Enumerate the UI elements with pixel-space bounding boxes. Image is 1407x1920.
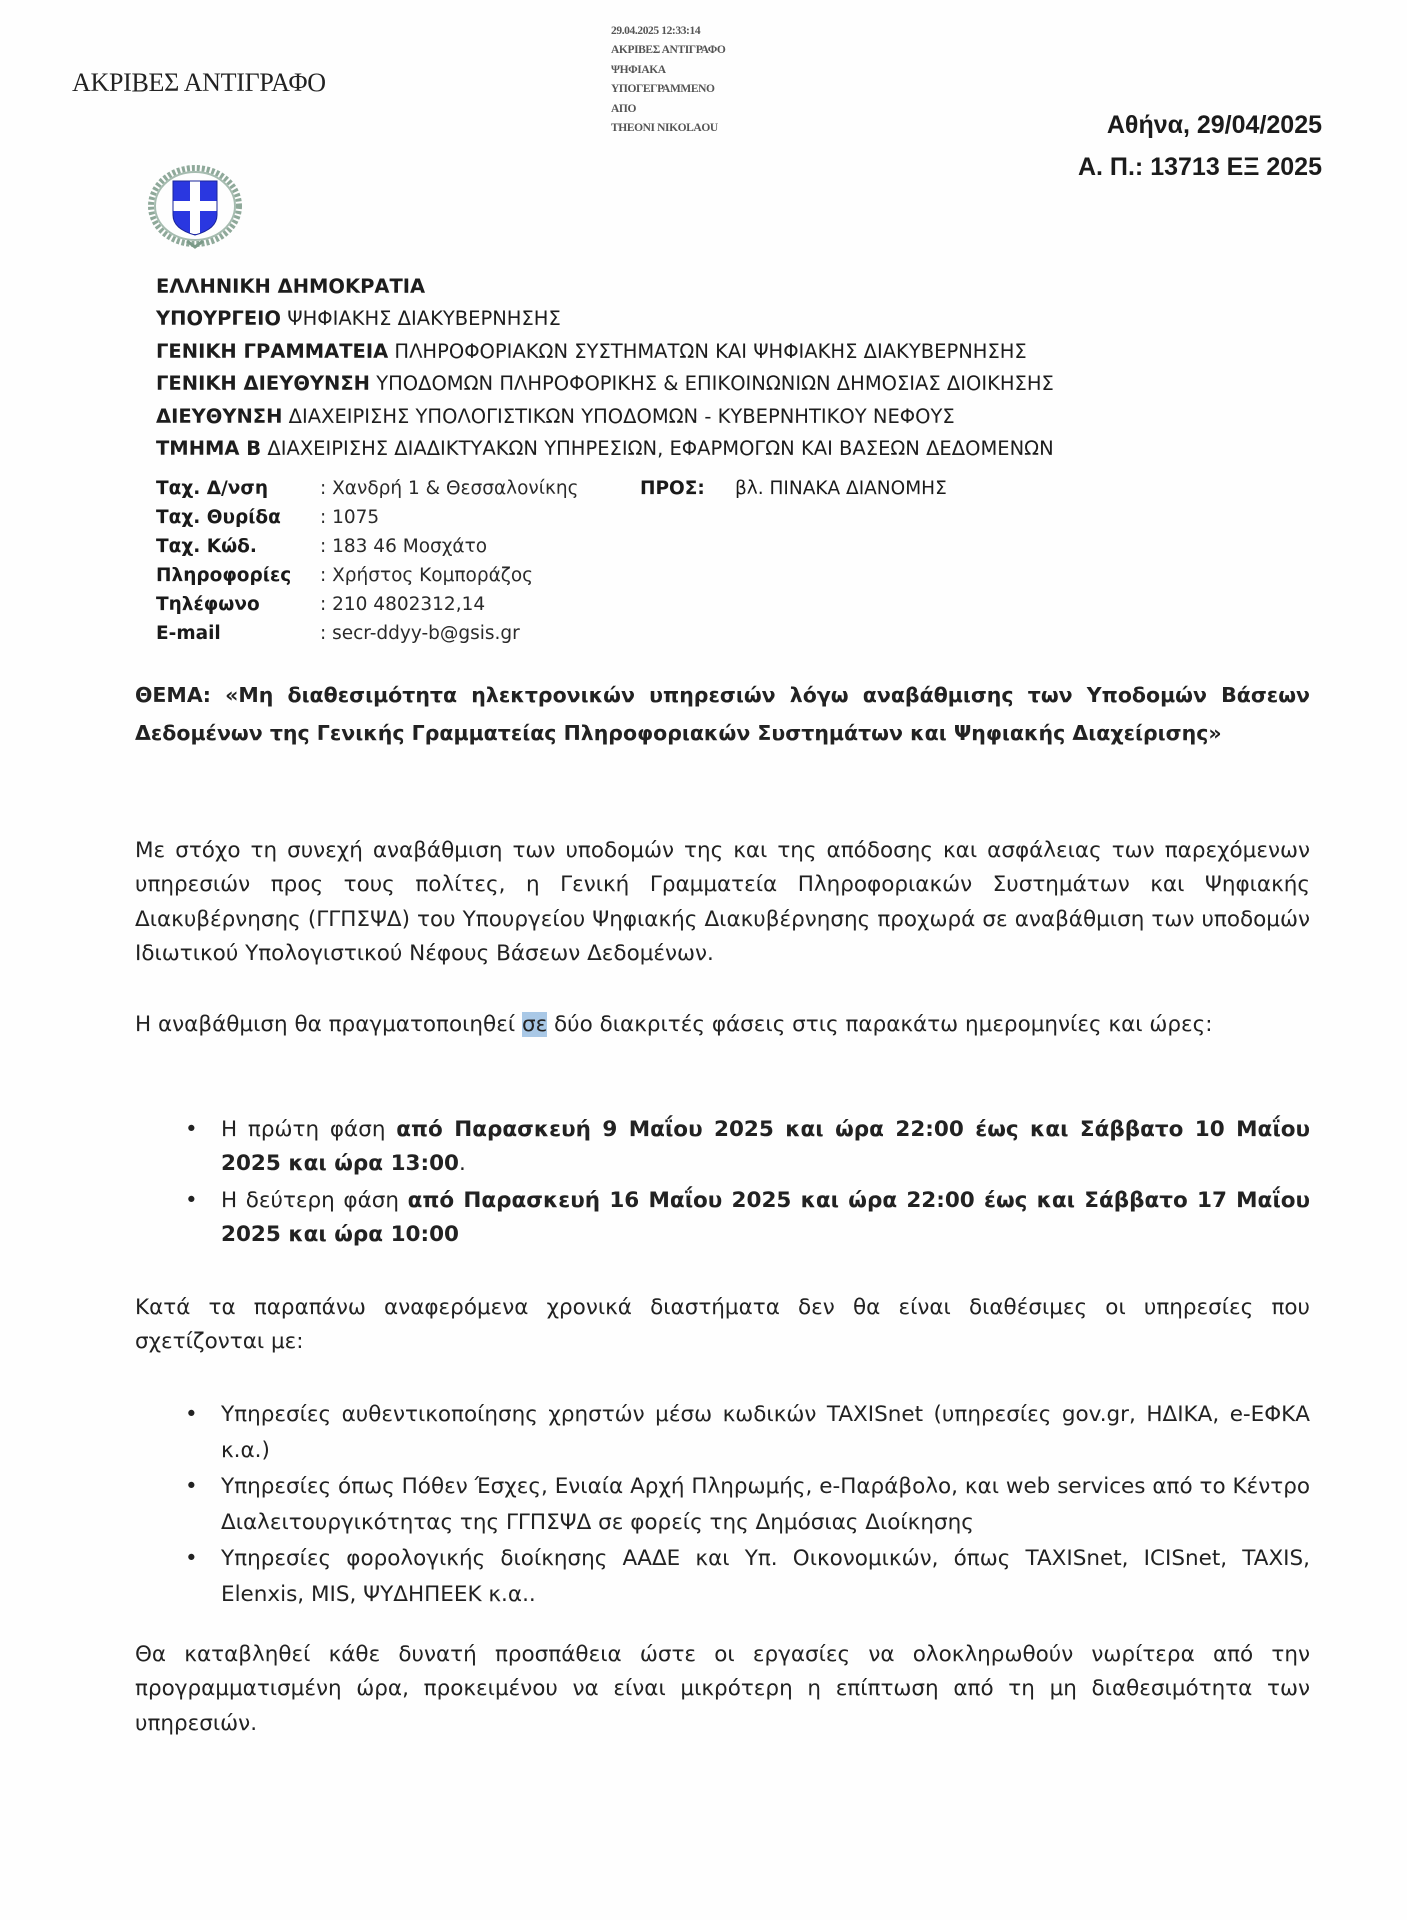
- org-line-bold: ΔΙΕΥΘΥΝΣΗ: [156, 404, 283, 428]
- org-line-ministry: [156, 303, 1054, 335]
- contact-value: : 183 46 Μοσχάτο: [320, 536, 488, 557]
- greek-coat-of-arms-icon: [145, 163, 245, 249]
- phases-intro-paragraph: [135, 1008, 1310, 1042]
- place-date: Αθήνα, 29/04/2025: [1106, 111, 1322, 139]
- bullet-icon: •: [185, 1188, 198, 1213]
- contact-label: Ταχ. Κώδ.: [156, 536, 257, 557]
- contact-label: Πληροφορίες: [156, 565, 292, 586]
- phases-list: [185, 1113, 1310, 1255]
- org-line-directorate: [156, 401, 1054, 433]
- date-protocol-block: [1078, 104, 1322, 188]
- org-line-republic: [156, 271, 1054, 303]
- phase-dates: από Παρασκευή 9 Μαΐου 2025 και ώρα 22:00 έως και Σάββατο 10 Μαΐου 2025 και ώρα 13:00: [221, 1117, 1310, 1176]
- contact-row-postcode: [156, 532, 579, 561]
- org-line-text: ΨΗΦΙΑΚΗΣ ΔΙΑΚΥΒΕΡΝΗΣΗΣ: [281, 307, 561, 331]
- org-line-text: ΔΙΑΧΕΙΡΙΣΗΣ ΥΠΟΛΟΓΙΣΤΙΚΩΝ ΥΠΟΔΟΜΩΝ - ΚΥΒΕΡΝΗΤΙΚΟΥ ΝΕΦΟΥΣ: [282, 404, 955, 428]
- phase-tail: .: [459, 1151, 466, 1176]
- list-item: [185, 1397, 1310, 1469]
- services-intro-text: Κατά τα παραπάνω αναφερόμενα χρονικά διαστήματα δεν θα είναι διαθέσιμες οι υπηρεσίες που σχετίζονται με:: [135, 1295, 1310, 1355]
- contact-label: Ταχ. Θυρίδα: [156, 507, 281, 528]
- contact-value: : Χρήστος Κομποράζος: [320, 565, 534, 586]
- service-text: Υπηρεσίες όπως Πόθεν Έσχες, Ενιαία Αρχή Πληρωμής, e-Παράβολο, και web services από το Κέντρο Διαλειτουργικότητας της ΓΓΠΣΨΔ σε φορείς της Δημόσιας Διοίκησης: [221, 1474, 1310, 1535]
- contact-label: Τηλέφωνο: [156, 594, 260, 615]
- services-intro-paragraph: [135, 1291, 1310, 1360]
- contact-row-info-person: [156, 561, 579, 590]
- bullet-icon: •: [185, 1474, 198, 1499]
- phase-label: Η δεύτερη φάση: [221, 1188, 408, 1213]
- org-line-general-secretariat: [156, 336, 1054, 368]
- text-selection[interactable]: σε: [521, 1012, 548, 1037]
- contact-row-po-box: [156, 503, 579, 532]
- recipient-label: ΠΡΟΣ:: [640, 478, 705, 499]
- phases-intro-text[interactable]: [135, 1008, 1310, 1042]
- stamp-line: ΑΠΟ: [611, 102, 636, 115]
- contact-email[interactable]: : secr-ddyy-b@gsis.gr: [320, 623, 520, 644]
- contact-row-address: [156, 474, 579, 503]
- contact-row-email: [156, 619, 579, 648]
- stamp-signer: THEONI NIKOLAOU: [611, 122, 718, 135]
- bullet-icon: •: [185, 1546, 198, 1571]
- contact-info-table: [156, 474, 579, 648]
- closing-paragraph: [135, 1638, 1310, 1741]
- stamp-line: ΥΠΟΓΕΓΡΑΜΜΕΝΟ: [611, 83, 715, 96]
- org-line-general-directorate: [156, 368, 1054, 400]
- phase-label: Η πρώτη φάση: [221, 1117, 397, 1142]
- contact-label: E-mail: [156, 623, 221, 644]
- list-item: [185, 1469, 1310, 1541]
- phases-intro-before: Η αναβάθμιση θα πραγματοποιηθεί: [135, 1012, 522, 1037]
- digital-signature-stamp: [611, 22, 725, 138]
- org-line-bold: ΓΕΝΙΚΗ ΔΙΕΥΘΥΝΣΗ: [156, 372, 370, 396]
- org-line-bold: ΥΠΟΥΡΓΕΙΟ: [156, 307, 282, 331]
- contact-value: : 1075: [320, 507, 380, 528]
- list-item: [185, 1113, 1310, 1181]
- organization-header: [156, 271, 1054, 465]
- services-list: [185, 1397, 1310, 1613]
- service-text: Υπηρεσίες φορολογικής διοίκησης ΑΑΔΕ και Υπ. Οικονομικών, όπως TAXISnet, ICISnet, TAXIS, Elenxis, MIS, ΨΥΔΗΠΕΕΚ κ.α..: [221, 1546, 1310, 1607]
- contact-row-phone: [156, 590, 579, 619]
- org-line-department: [156, 433, 1054, 465]
- recipient: [640, 474, 947, 503]
- protocol-number: Α. Π.: 13713 ΕΞ 2025: [1077, 153, 1322, 181]
- closing-text: Θα καταβληθεί κάθε δυνατή προσπάθεια ώστε οι εργασίες να ολοκληρωθούν νωρίτερα από την προγραμματισμένη ώρα, προκειμένου να είναι μικρότερη η επίπτωση από τη μη διαθεσιμότητα των υπηρεσιών.: [135, 1642, 1310, 1736]
- service-text: Υπηρεσίες αυθεντικοποίησης χρηστών μέσω κωδικών TAXISnet (υπηρεσίες gov.gr, ΗΔΙΚΑ, e-ΕΦΚΑ κ.α.): [221, 1402, 1310, 1463]
- org-line-text: ΔΙΑΧΕΙΡΙΣΗΣ ΔΙΑΔΙΚΤΥΑΚΩΝ ΥΠΗΡΕΣΙΩΝ, ΕΦΑΡΜΟΓΩΝ ΚΑΙ ΒΑΣΕΩΝ ΔΕΔΟΜΕΝΩΝ: [261, 437, 1054, 461]
- exact-copy-label: ΑΚΡΙΒΕΣ ΑΝΤΙΓΡΑΦΟ: [72, 68, 326, 97]
- org-line-text: ΥΠΟΔΟΜΩΝ ΠΛΗΡΟΦΟΡΙΚΗΣ & ΕΠΙΚΟΙΝΩΝΙΩΝ ΔΗΜΟΣΙΑΣ ΔΙΟΙΚΗΣΗΣ: [370, 372, 1054, 396]
- org-line-bold: ΤΜΗΜΑ Β: [156, 437, 262, 461]
- subject: [135, 676, 1310, 752]
- org-line-bold: ΓΕΝΙΚΗ ΓΡΑΜΜΑΤΕΙΑ: [156, 339, 389, 363]
- stamp-timestamp: 29.04.2025 12:33:14: [611, 25, 701, 37]
- intro-text: Με στόχο τη συνεχή αναβάθμιση των υποδομών της και της απόδοσης και ασφάλειας των παρεχόμενων υπηρεσιών προς τους πολίτες, η Γενική Γραμματεία Πληροφοριακών Συστημάτων και Ψηφιακής Διακυβέρνησης (ΓΓΠΣΨΔ) του Υπουργείου Ψηφιακής Διακυβέρνησης προχωρά σε αναβάθμιση των υποδομών Ιδιωτικού Υπολογιστικού Νέφους Βάσεων Δεδομένων.: [135, 838, 1310, 967]
- bullet-icon: •: [185, 1402, 198, 1427]
- list-item: [185, 1184, 1310, 1252]
- contact-value: : 210 4802312,14: [320, 594, 486, 615]
- phase-dates: από Παρασκευή 16 Μαΐου 2025 και ώρα 22:00 έως και Σάββατο 17 Μαΐου 2025 και ώρα 10:00: [221, 1188, 1310, 1247]
- contact-label: Ταχ. Δ/νση: [156, 478, 268, 499]
- contact-value: : Χανδρή 1 & Θεσσαλονίκης: [320, 478, 579, 499]
- subject-text: ΘΕΜΑ: «Μη διαθεσιμότητα ηλεκτρονικών υπηρεσιών λόγω αναβάθμισης των Υποδομών Βάσεων Δεδομένων της Γενικής Γραμματείας Πληροφοριακών Συστημάτων και Ψηφιακής Διαχείρισης»: [135, 683, 1310, 745]
- intro-paragraph: [135, 834, 1310, 972]
- org-line-text: ΠΛΗΡΟΦΟΡΙΑΚΩΝ ΣΥΣΤΗΜΑΤΩΝ ΚΑΙ ΨΗΦΙΑΚΗΣ ΔΙΑΚΥΒΕΡΝΗΣΗΣ: [388, 339, 1027, 363]
- org-line-bold: ΕΛΛΗΝΙΚΗ ΔΗΜΟΚΡΑΤΙΑ: [156, 275, 426, 298]
- list-item: [185, 1541, 1310, 1613]
- bullet-icon: •: [185, 1117, 198, 1142]
- stamp-line: ΨΗΦΙΑΚΑ: [611, 63, 666, 76]
- stamp-line: ΑΚΡΙΒΕΣ ΑΝΤΙΓΡΑΦΟ: [611, 44, 726, 57]
- recipient-value: βλ. ΠΙΝΑΚΑ ΔΙΑΝΟΜΗΣ: [735, 478, 947, 499]
- phases-intro-after: δύο διακριτές φάσεις στις παρακάτω ημερομηνίες και ώρες:: [547, 1012, 1213, 1037]
